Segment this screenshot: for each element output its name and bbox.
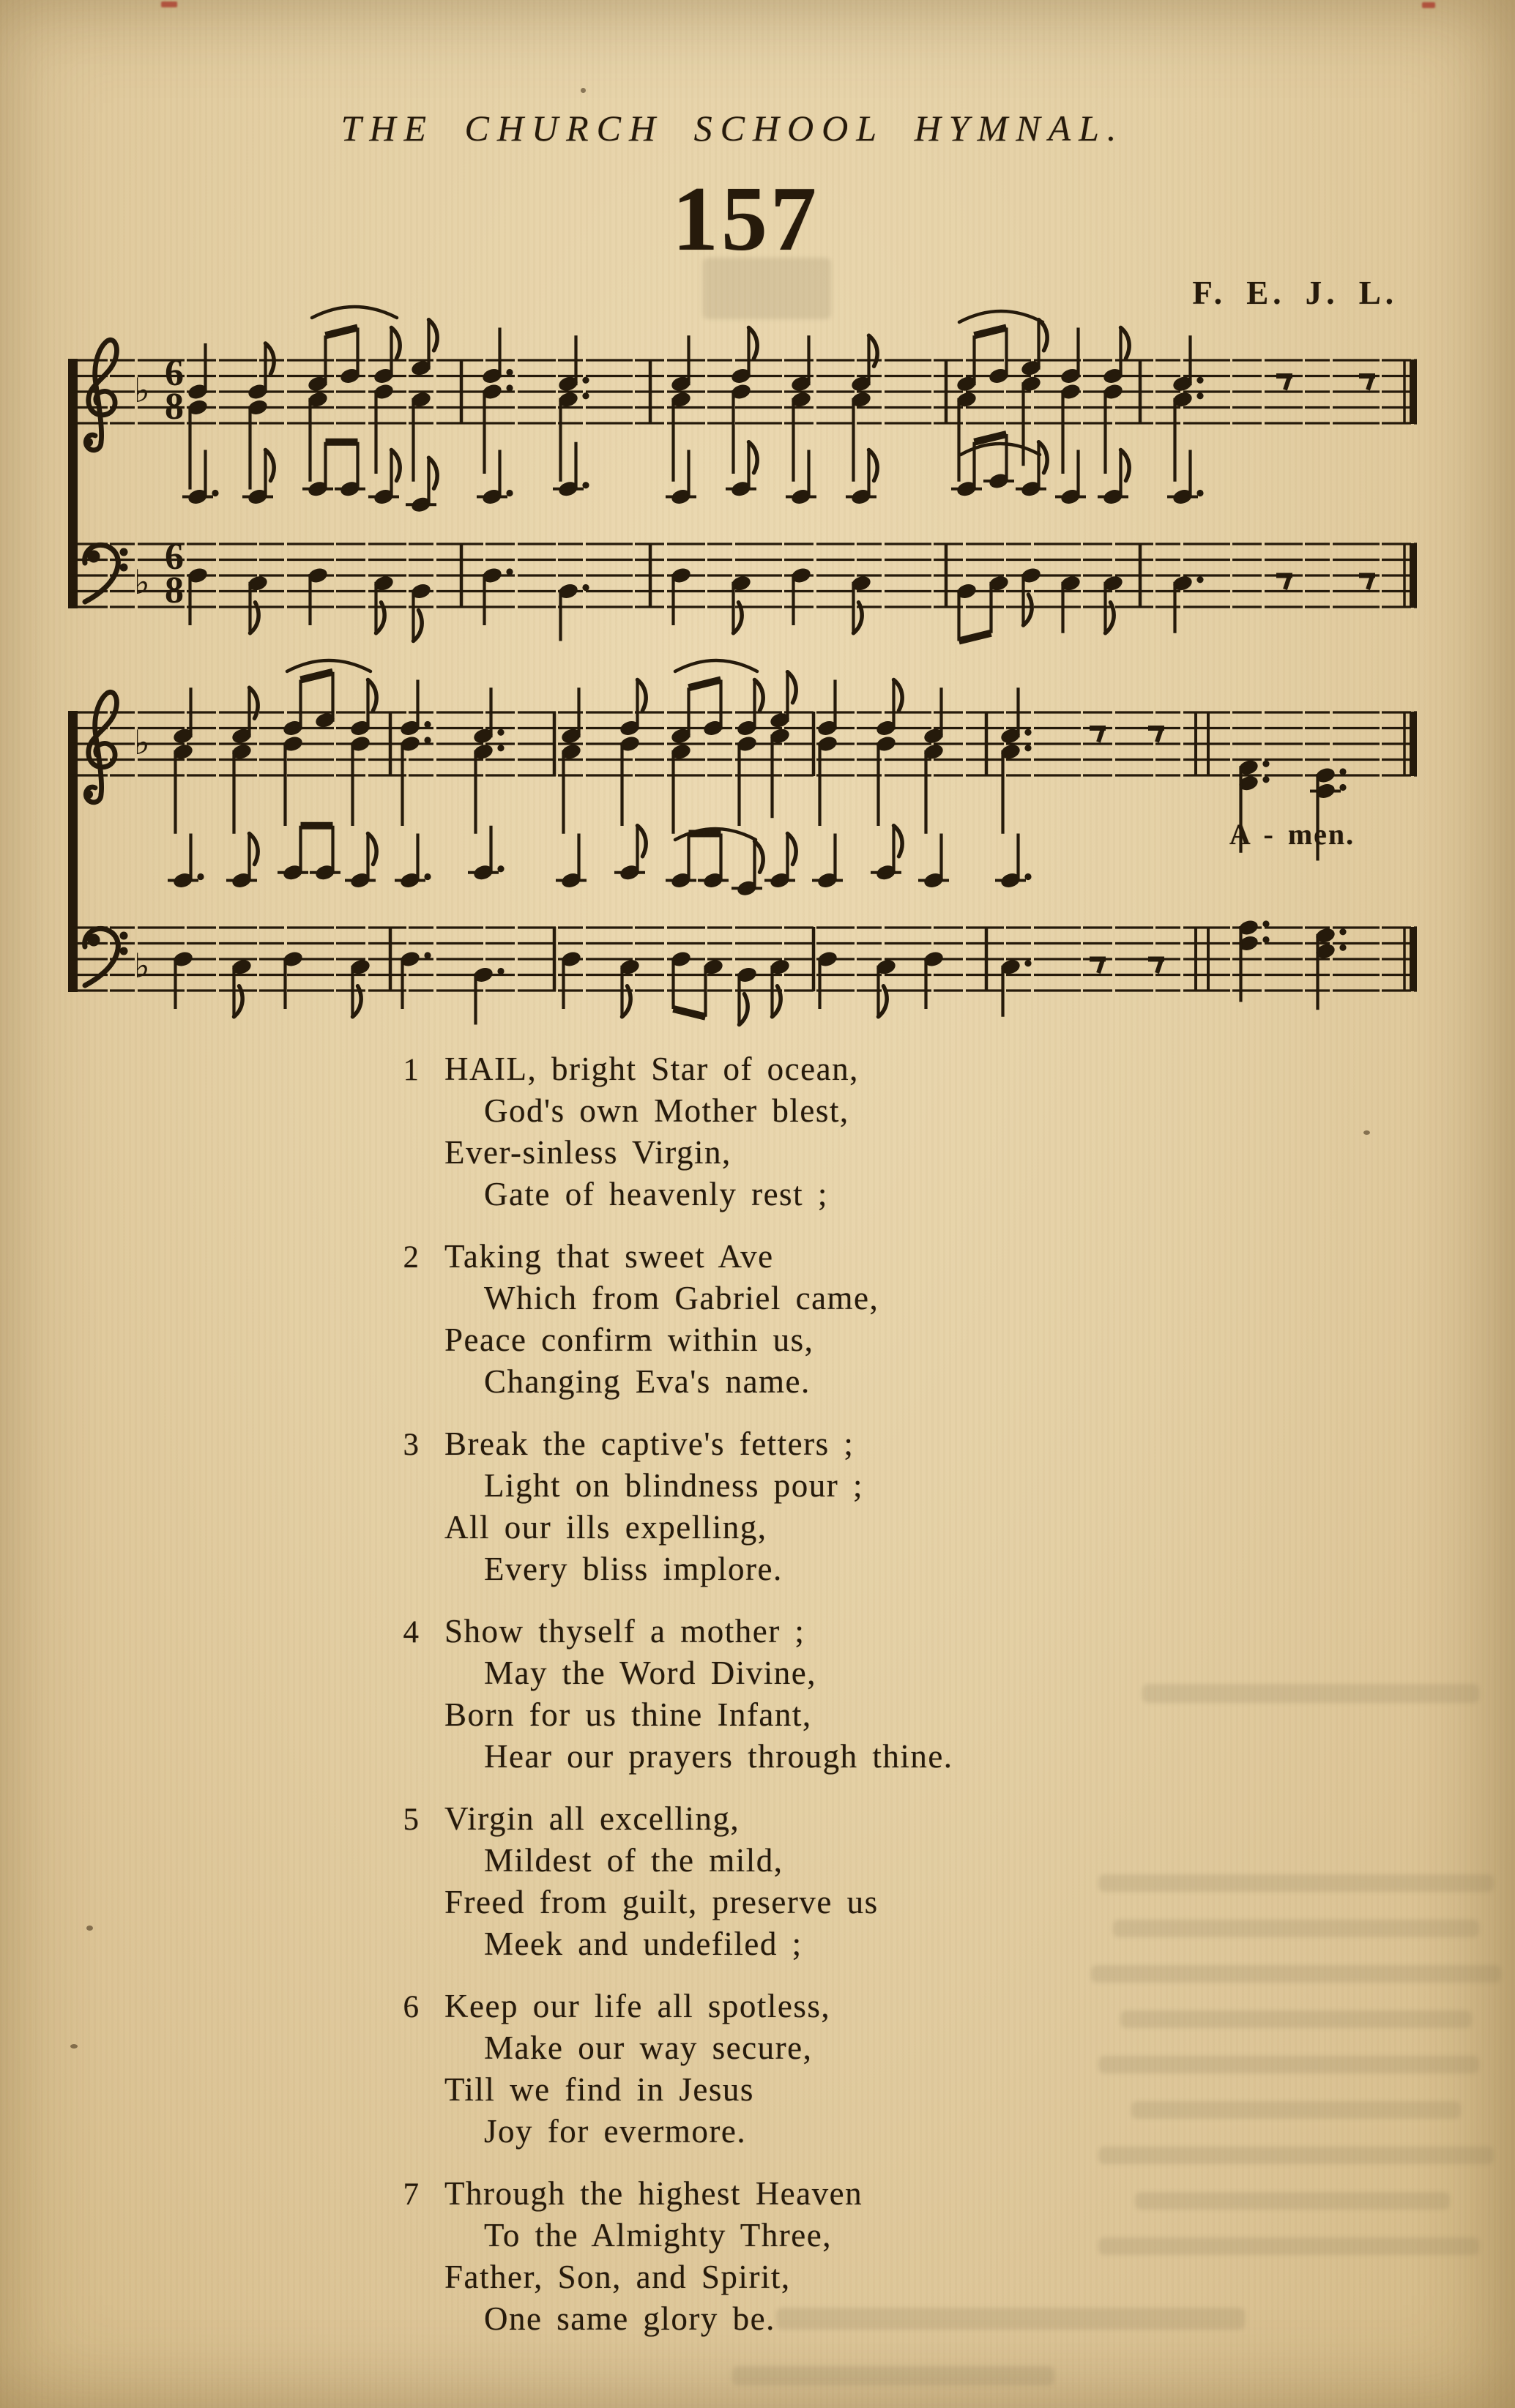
verse [0, 1986, 1172, 2152]
verse-line: Peace confirm within us, [444, 1322, 814, 1358]
verse-line: Meek and undefiled ; [484, 1926, 803, 1962]
showthrough-smudge [1131, 2101, 1461, 2119]
verse-line: Which from Gabriel came, [484, 1280, 879, 1316]
verse-line: Keep our life all spotless, [444, 1988, 831, 2024]
ink-speck [86, 1926, 93, 1931]
showthrough-smudge [1142, 1684, 1479, 1703]
showthrough-smudge [1120, 2010, 1472, 2028]
verse [0, 1423, 1172, 1590]
verse-line: Born for us thine Infant, [444, 1696, 812, 1733]
verse-line: Till we find in Jesus [444, 2071, 754, 2108]
verse-number: 5 [403, 1803, 419, 1837]
verse [0, 1236, 1172, 1403]
verse-line: Joy for evermore. [484, 2113, 747, 2150]
svg-text:8: 8 [165, 386, 184, 428]
verse-line: Show thyself a mother ; [444, 1613, 805, 1650]
verse-line: Freed from guilt, preserve us [444, 1884, 879, 1920]
verse-line: God's own Mother blest, [484, 1092, 849, 1129]
verse-number: 3 [403, 1428, 419, 1462]
verse-line: Through the highest Heaven [444, 2175, 863, 2212]
verse-line: May the Word Divine, [484, 1655, 816, 1691]
verse [0, 1798, 1172, 1965]
verse-line: One same glory be. [484, 2300, 775, 2337]
verse-line: Mildest of the mild, [484, 1842, 783, 1879]
verse-line: Taking that sweet Ave [444, 1238, 774, 1275]
scan-mark [1422, 2, 1435, 8]
verse-line: Changing Eva's name. [484, 1363, 811, 1400]
svg-text:♭: ♭ [134, 562, 150, 602]
verse-line: Make our way secure, [484, 2029, 813, 2066]
amen-text: A - men. [1229, 818, 1355, 851]
verse-line: Break the captive's fetters ; [444, 1425, 855, 1462]
showthrough-smudge [1091, 1965, 1501, 1983]
svg-text:8: 8 [165, 570, 184, 611]
sheet-music [0, 0, 1515, 1040]
verse-number: 7 [403, 2177, 419, 2212]
ink-speck [581, 88, 586, 93]
verse [0, 1611, 1172, 1778]
svg-text:6: 6 [165, 536, 184, 578]
verse-line: Virgin all excelling, [444, 1800, 740, 1837]
svg-text:♭: ♭ [134, 723, 150, 762]
composer-initials: F. E. J. L. [1192, 275, 1398, 311]
showthrough-smudge [732, 2366, 1054, 2385]
verse-line: All our ills expelling, [444, 1509, 767, 1546]
scan-mark [161, 1, 177, 7]
ink-speck [70, 2044, 78, 2049]
verse-line: To the Almighty Three, [484, 2217, 832, 2254]
verse-line: Light on blindness pour ; [484, 1467, 863, 1504]
verse-line: Father, Son, and Spirit, [444, 2259, 791, 2295]
verse [0, 1048, 1172, 1215]
verse-line: Ever-sinless Virgin, [444, 1134, 732, 1171]
running-head: THE CHURCH SCHOOL HYMNAL. [340, 108, 1125, 149]
verse-number: 6 [403, 1990, 419, 2024]
svg-text:6: 6 [165, 352, 184, 394]
verse-line: Gate of heavenly rest ; [484, 1176, 828, 1212]
ink-speck [1363, 1130, 1370, 1135]
hymn-number: 157 [672, 168, 819, 270]
verse-line: Hear our prayers through thine. [484, 1738, 953, 1775]
svg-text:♭: ♭ [134, 945, 150, 985]
verse-line: Every bliss implore. [484, 1551, 783, 1587]
verse-number: 2 [403, 1240, 419, 1275]
showthrough-smudge [1135, 2192, 1450, 2210]
verse-number: 4 [403, 1615, 419, 1650]
verse-line: HAIL, bright Star of ocean, [444, 1051, 859, 1087]
verse-number: 1 [403, 1053, 419, 1087]
verse [0, 2173, 1172, 2340]
svg-text:♭: ♭ [134, 370, 150, 410]
